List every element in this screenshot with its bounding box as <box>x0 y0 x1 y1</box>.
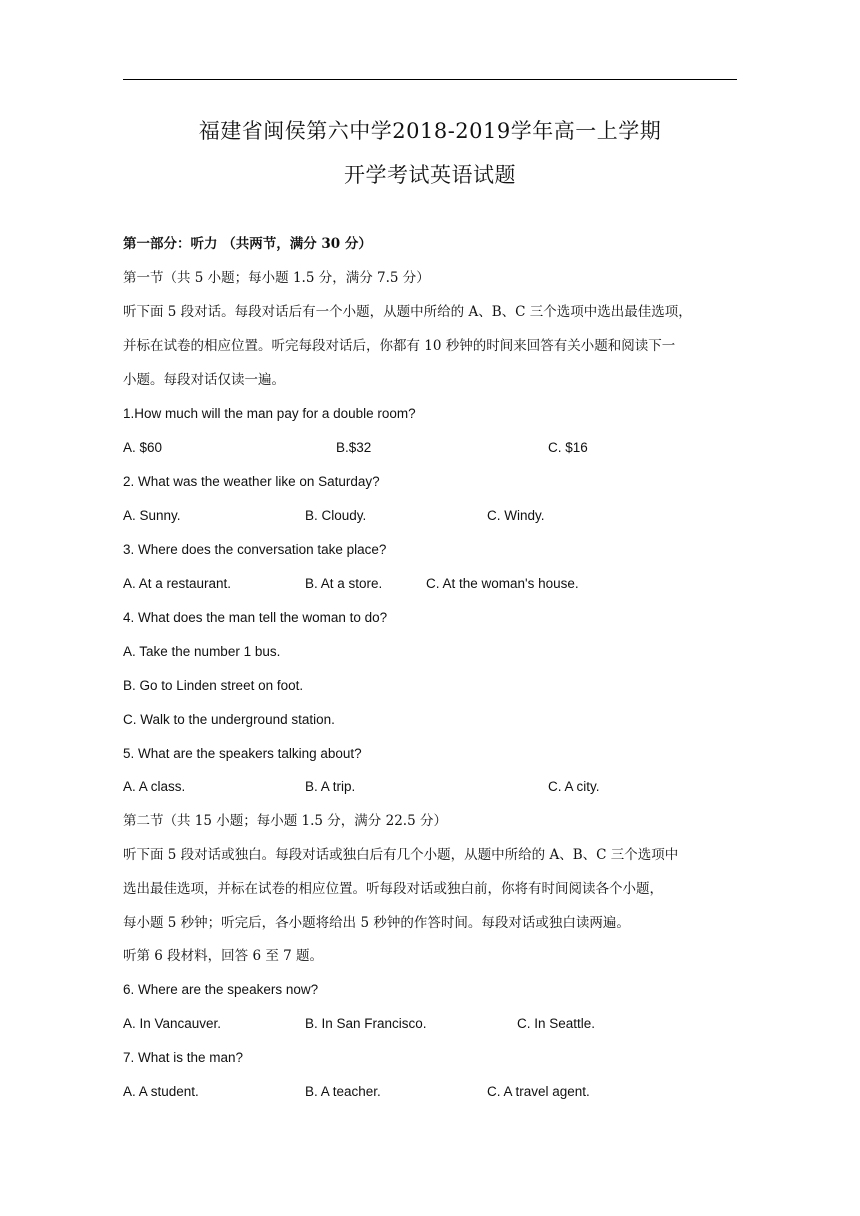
question-1-stem: 1.How much will the man pay for a double room? <box>123 406 416 421</box>
question-7-stem: 7. What is the man? <box>123 1050 244 1065</box>
question-2-stem: 2. What was the weather like on Saturday? <box>123 474 380 489</box>
section1-instruction-1: 听下面 5 段对话。每段对话后有一个小题，从题中所给的 A、B、C 三个选项中选出最佳选项， <box>123 304 692 320</box>
question-7-option-c: C. A travel agent. <box>487 1084 590 1099</box>
section1-instruction-3: 小题。每段对话仅读一遍。 <box>123 372 285 388</box>
question-1-option-b: B.$32 <box>336 440 372 455</box>
question-3-option-a: A. At a restaurant. <box>123 576 232 591</box>
question-6-option-a: A. In Vancauver. <box>123 1016 222 1031</box>
section2-instruction-3: 每小题 5 秒钟；听完后，各小题将给出 5 秒钟的作答时间。每段对话或独白读两遍。 <box>123 915 630 931</box>
header-rule <box>123 79 737 80</box>
question-1-option-a: A. $60 <box>123 440 163 455</box>
question-5-option-b: B. A trip. <box>305 779 356 794</box>
section1-heading: 第一节（共 5 小题；每小题 1.5 分，满分 7.5 分） <box>123 270 430 286</box>
question-5-option-a: A. A class. <box>123 779 186 794</box>
section2-instruction-2: 选出最佳选项，并标在试卷的相应位置。听每段对话或独白前，你将有时间阅读各个小题， <box>123 881 663 897</box>
question-4-option-a: A. Take the number 1 bus. <box>123 644 281 659</box>
section2-heading: 第二节（共 15 小题；每小题 1.5 分，满分 22.5 分） <box>123 813 447 829</box>
document-title-line-1: 福建省闽侯第六中学2018-2019学年高一上学期 <box>198 119 662 143</box>
question-2-option-c: C. Windy. <box>487 508 545 523</box>
part1-heading: 第一部分：听力 （共两节，满分 30 分） <box>123 236 372 252</box>
question-6-option-c: C. In Seattle. <box>517 1016 596 1031</box>
question-4-option-c: C. Walk to the underground station. <box>123 712 335 727</box>
question-5-option-c: C. A city. <box>548 779 600 794</box>
document-title-line-2: 开学考试英语试题 <box>344 163 516 187</box>
question-1-option-c: C. $16 <box>548 440 588 455</box>
question-3-option-c: C. At the woman's house. <box>426 576 579 591</box>
question-3-stem: 3. Where does the conversation take place? <box>123 542 387 557</box>
question-3-option-b: B. At a store. <box>305 576 383 591</box>
question-2-option-a: A. Sunny. <box>123 508 181 523</box>
question-5-stem: 5. What are the speakers talking about? <box>123 746 362 761</box>
section2-instruction-1: 听下面 5 段对话或独白。每段对话或独白后有几个小题，从题中所给的 A、B、C 三个选项中 <box>123 847 679 863</box>
question-7-option-b: B. A teacher. <box>305 1084 381 1099</box>
material-6-note: 听第 6 段材料，回答 6 至 7 题。 <box>123 948 324 964</box>
question-4-option-b: B. Go to Linden street on foot. <box>123 678 304 693</box>
question-6-option-b: B. In San Francisco. <box>305 1016 427 1031</box>
question-2-option-b: B. Cloudy. <box>305 508 367 523</box>
question-4-stem: 4. What does the man tell the woman to do? <box>123 610 388 625</box>
question-7-option-a: A. A student. <box>123 1084 199 1099</box>
question-6-stem: 6. Where are the speakers now? <box>123 982 319 997</box>
section1-instruction-2: 并标在试卷的相应位置。听完每段对话后，你都有 10 秒钟的时间来回答有关小题和阅读下一 <box>123 338 676 354</box>
